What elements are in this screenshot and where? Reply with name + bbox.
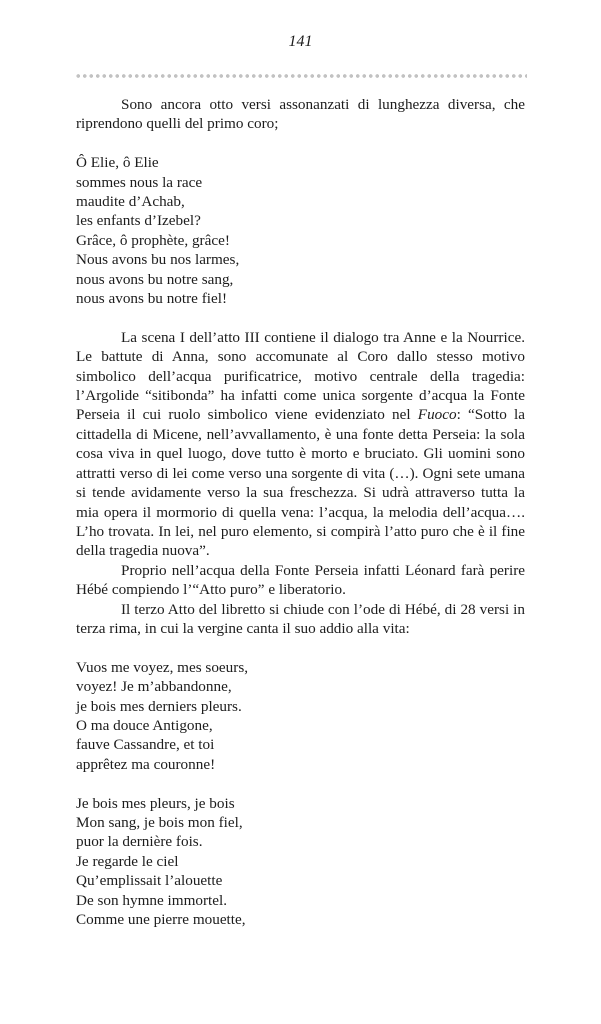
verse-line: je bois mes derniers pleurs.	[76, 697, 242, 715]
verse-line: O ma douce Antigone,	[76, 716, 213, 734]
paragraph-scene-text-a: La scena I dell’atto III contiene il dialogo tra Anne e la Nourrice. Le battute di Anna, sono accomunate al Coro dallo stesso motivo simbolico dell’acqua purificatrice, motivo centrale della tragedia: l’Argolide “sitibonda” ha infatti come unica sorgente d’acqua la Fonte Perseia il cui ruolo simbolico viene evidenziato nel	[76, 328, 525, 424]
verse-line: Je regarde le ciel	[76, 852, 179, 870]
paragraph-scene-text-b: : “Sotto la cittadella di Micene, nell’avvallamento, è una fonte detta Perseia: la sola cosa viva in quel luogo, dove tutto è morto e bruciato. Gli uomini sono attratti verso di lei come verso una sorgente di vita (…). Ogni sete umana si tende avidamente verso la sua freschezza. Si udrà attraverso tutta la mia opera il mormorio di quella vena: l’acqua, la melodia dell’acqua…. L’ho trovata. In lei, nel puro elemento, si compirà l’atto puro che è il fine della tragedia nuova”.	[76, 406, 525, 560]
paragraph-scene	[76, 328, 525, 561]
verse-line: nous avons bu notre sang,	[76, 270, 234, 288]
verse-line: De son hymne immortel.	[76, 891, 228, 909]
verse-line: Vuos me voyez, mes soeurs,	[76, 658, 249, 676]
verse-line: Qu’emplissait l’alouette	[76, 872, 223, 890]
page-number: 141	[288, 33, 313, 50]
verse-line: apprêtez ma couronne!	[76, 755, 216, 773]
verse-line: voyez! Je m’abbandonne,	[76, 678, 232, 696]
page-body	[76, 95, 525, 929]
paragraph-fonte: Proprio nell’acqua della Fonte Perseia infatti Léonard farà perire Hébé compiendo l’“Atto puro” e liberatorio.	[76, 561, 525, 599]
title-fuoco: Fuoco	[417, 406, 457, 424]
verse-line: Mon sang, je bois mon fiel,	[76, 813, 243, 831]
paragraph-intro: Sono ancora otto versi assonanzati di lunghezza diversa, che riprendono quelli del primo coro;	[76, 96, 525, 133]
verse-line: fauve Cassandre, et toi	[76, 736, 215, 754]
verse-line: maudite d’Achab,	[76, 193, 185, 211]
verse-line: sommes nous la race	[76, 173, 203, 191]
verse-block-ode-1	[76, 658, 525, 774]
verse-line: Je bois mes pleurs, je bois	[76, 794, 235, 812]
verse-line: puor la dernière fois.	[76, 833, 203, 851]
verse-line: Nous avons bu nos larmes,	[76, 251, 240, 269]
verse-block-chorus	[76, 153, 525, 308]
paragraph-ode: Il terzo Atto del libretto si chiude con l’ode di Hébé, di 28 versi in terza rima, in cui la vergine canta il suo addio alla vita:	[76, 600, 525, 637]
verse-line: les enfants d’Izebel?	[76, 212, 201, 230]
verse-line: nous avons bu notre fiel!	[76, 290, 227, 308]
dotted-divider	[75, 73, 527, 79]
verse-block-ode-2	[76, 794, 525, 930]
verse-line: Comme une pierre mouette,	[76, 911, 246, 928]
verse-line: Ô Elie, ô Elie	[76, 154, 159, 172]
verse-line: Grâce, ô prophète, grâce!	[76, 231, 230, 249]
